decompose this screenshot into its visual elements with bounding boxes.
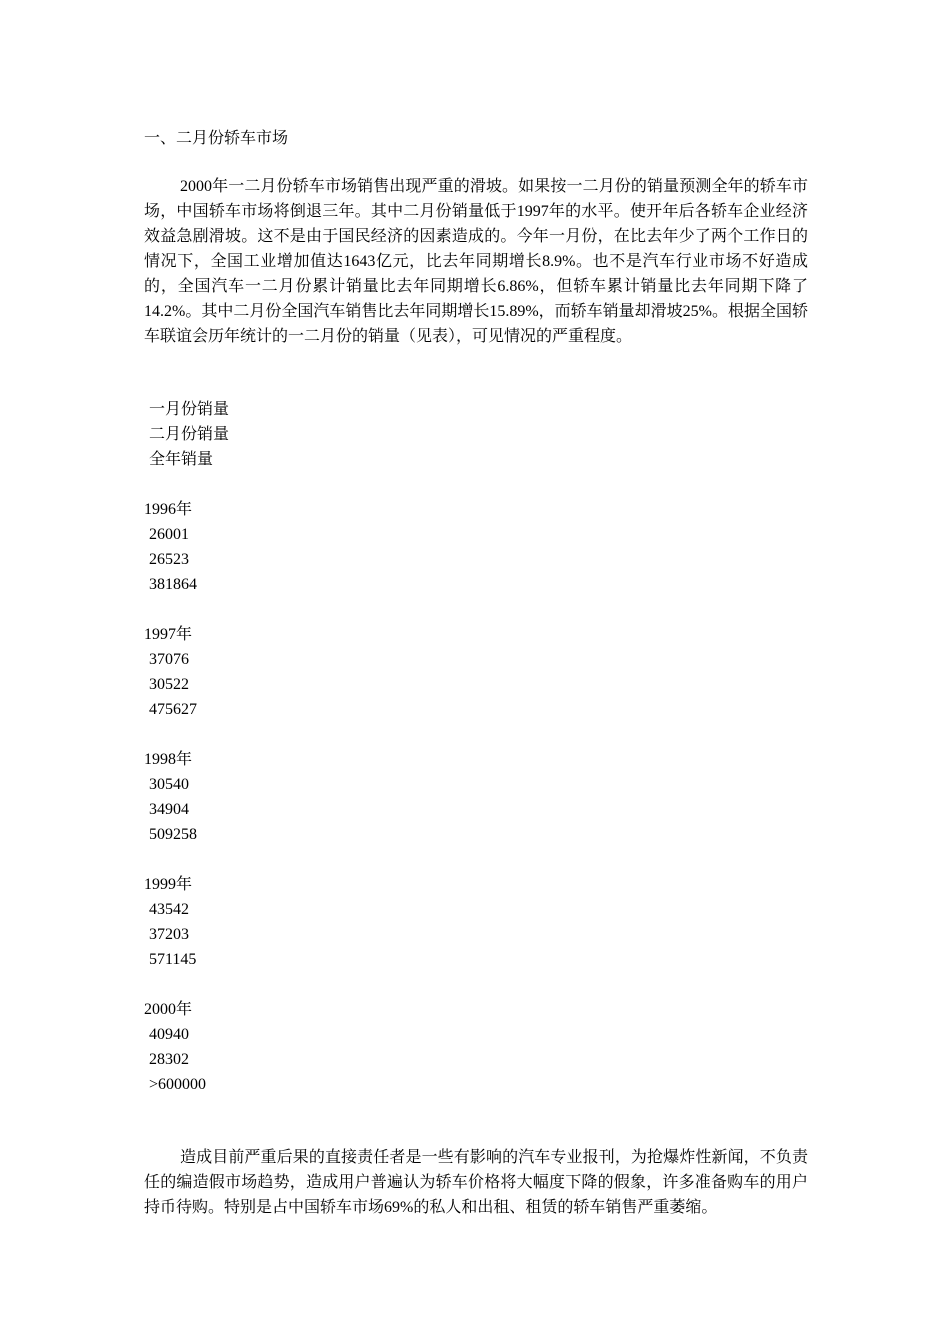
row-year: 1998年	[144, 751, 193, 768]
row-year: 1999年	[144, 876, 193, 893]
row-feb-value: 30522	[149, 676, 189, 693]
table-row	[144, 747, 444, 847]
row-feb-value: 34904	[149, 801, 189, 818]
row-jan-value: 43542	[149, 901, 189, 918]
table-row	[144, 622, 444, 722]
section-heading: 一、二月份轿车市场	[144, 130, 289, 147]
table-row	[144, 872, 444, 972]
row-year: 2000年	[144, 1001, 193, 1018]
row-year: 1996年	[144, 501, 193, 518]
row-feb-value: 26523	[149, 551, 189, 568]
conclusion-paragraph: 造成目前严重后果的直接责任者是一些有影响的汽车专业报刊，为抢爆炸性新闻，不负责任的编造假市场趋势，造成用户普遍认为轿车价格将大幅度下降的假象，许多准备购车的用户持币待购。特别是占中国轿车市场69%的私人和出租、租赁的轿车销售严重萎缩。	[144, 1149, 808, 1216]
row-feb-value: 37203	[149, 926, 189, 943]
row-feb-value: 28302	[149, 1051, 189, 1068]
row-jan-value: 40940	[149, 1026, 189, 1043]
row-annual-value: 509258	[149, 826, 197, 843]
intro-paragraph: 2000年一二月份轿车市场销售出现严重的滑坡。如果按一二月份的销量预测全年的轿车市场，中国轿车市场将倒退三年。其中二月份销量低于1997年的水平。使开年后各轿车企业经济效益急剧滑坡。这不是由于国民经济的因素造成的。今年一月份，在比去年少了两个工作日的情况下，全国工业增加值达1643亿元，比去年同期增长8.9%。也不是汽车行业市场不好造成的，全国汽车一二月份累计销量比去年同期增长6.86%，但轿车累计销量比去年同期下降了14.2%。其中二月份全国汽车销售比去年同期增长15.89%，而轿车销量却滑坡25%。根据全国轿车联谊会历年统计的一二月份的销量（见表），可见情况的严重程度。	[144, 178, 808, 345]
row-annual-value: >600000	[149, 1076, 207, 1093]
table-row	[144, 997, 444, 1097]
row-jan-value: 30540	[149, 776, 189, 793]
row-annual-value: 571145	[149, 951, 197, 968]
sales-table	[144, 397, 444, 1097]
row-jan-value: 37076	[149, 651, 189, 668]
table-row	[144, 497, 444, 597]
row-annual-value: 475627	[149, 701, 197, 718]
header-feb-sales: 二月份销量	[149, 426, 230, 443]
header-jan-sales: 一月份销量	[149, 401, 230, 418]
header-annual-sales: 全年销量	[149, 451, 214, 468]
row-jan-value: 26001	[149, 526, 189, 543]
row-annual-value: 381864	[149, 576, 197, 593]
table-header	[144, 397, 444, 472]
row-year: 1997年	[144, 626, 193, 643]
